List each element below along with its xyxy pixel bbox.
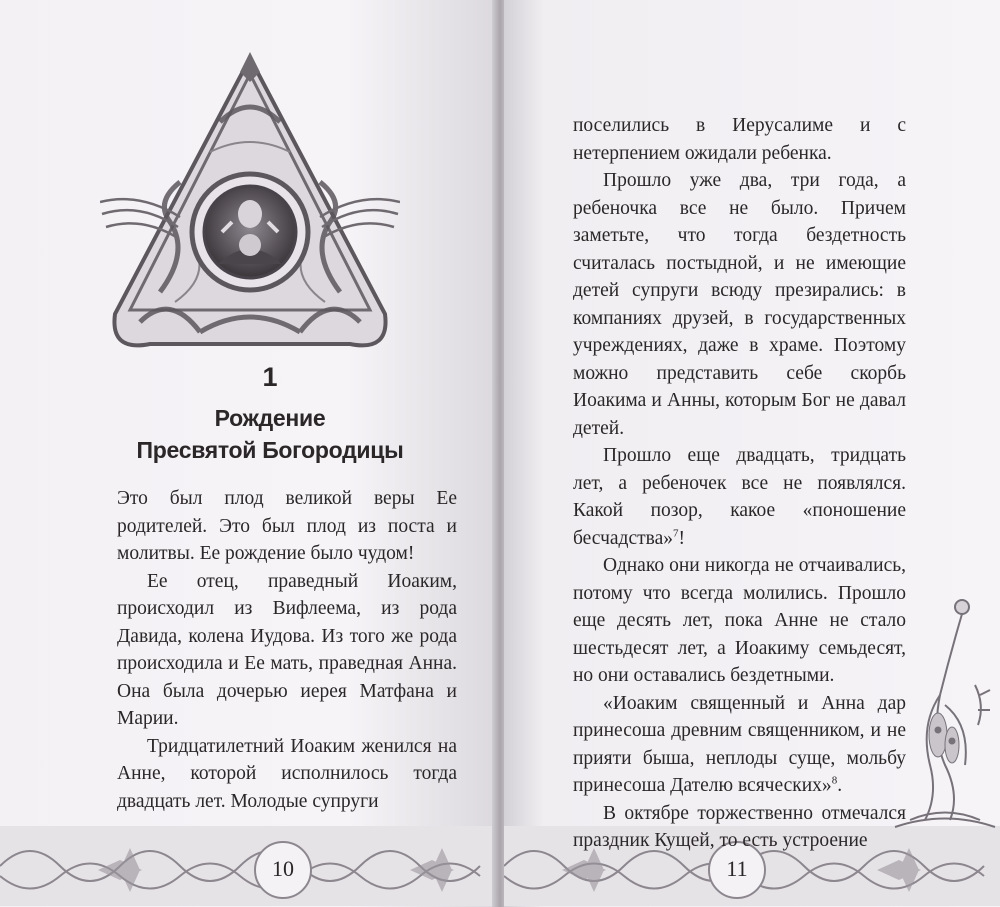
paragraph: Тридцатилетний Иоаким женился на Анне, которой исполнилось тогда двадцать лет. Молодые супруги (117, 735, 457, 812)
chapter-title-line-1: Рождение (214, 405, 326, 431)
paragraph-tail: ! (678, 527, 685, 549)
paragraph: Прошло уже два, три года, а ребеночка все не было. Причем заметьте, что тогда бездетность считалась постыдной, и не имеющие детей супруги всюду презирались: в компаниях друзей, в государственных учреждениях, даже в храме. Поэтому можно представить себе скорбь Иоакима и Анны, которым Бог не давал детей. (573, 170, 906, 439)
paragraph-tail: . (837, 775, 843, 796)
paragraph (573, 442, 906, 552)
paragraph-text: «Иоаким священный и Анна дар принесоша древним священником, и не прияти быша, неплоды суще, мольбу принесоша Дателю всяческих» (573, 692, 906, 796)
right-page-body (573, 112, 906, 855)
chapter-title (0, 402, 496, 466)
chapter-title-line-2: Пресвятой Богородицы (136, 437, 404, 463)
page-number: 11 (726, 856, 748, 881)
peacock-icon (890, 595, 1000, 830)
paragraph: Однако они никогда не отчаивались, потому что всегда молились. Прошло еще десять лет, пока Анне не стало шестьдесят лет, а Иоакиму семьдесят, но они оставались бездетными. (573, 555, 906, 686)
paragraph: В октябре торжественно отмечался праздник Кущей, то есть устроение (573, 802, 906, 851)
paragraph-text: Прошло еще двадцать, тридцать лет, а ребеночек все не появлялся. Какой позор, какое «поношение бесчадства» (573, 445, 906, 549)
left-page-body (117, 485, 457, 815)
celtic-ornament-icon (100, 52, 400, 357)
footnote-ref: 7 (673, 527, 679, 539)
paragraph: Ее отец, праведный Иоаким, происходил из Вифлеема, из рода Давида, колена Иудова. Из того же рода происходила и Ее мать, праведная Анна. Она была дочерью иерея Матфана и Марии. (117, 570, 457, 729)
footnote-ref: 8 (831, 774, 838, 787)
paragraph: поселились в Иерусалиме и с нетерпением ожидали ребенка. (573, 115, 906, 164)
page-number: 10 (272, 856, 294, 881)
chapter-number: 1 (262, 362, 278, 392)
paragraph: Это был плод великой веры Ее родителей. Это был плод из поста и молитвы. Ее рождение было чудом! (117, 488, 457, 564)
left-page (0, 0, 496, 907)
footer-ornament-icon (0, 826, 496, 906)
paragraph (573, 690, 906, 800)
